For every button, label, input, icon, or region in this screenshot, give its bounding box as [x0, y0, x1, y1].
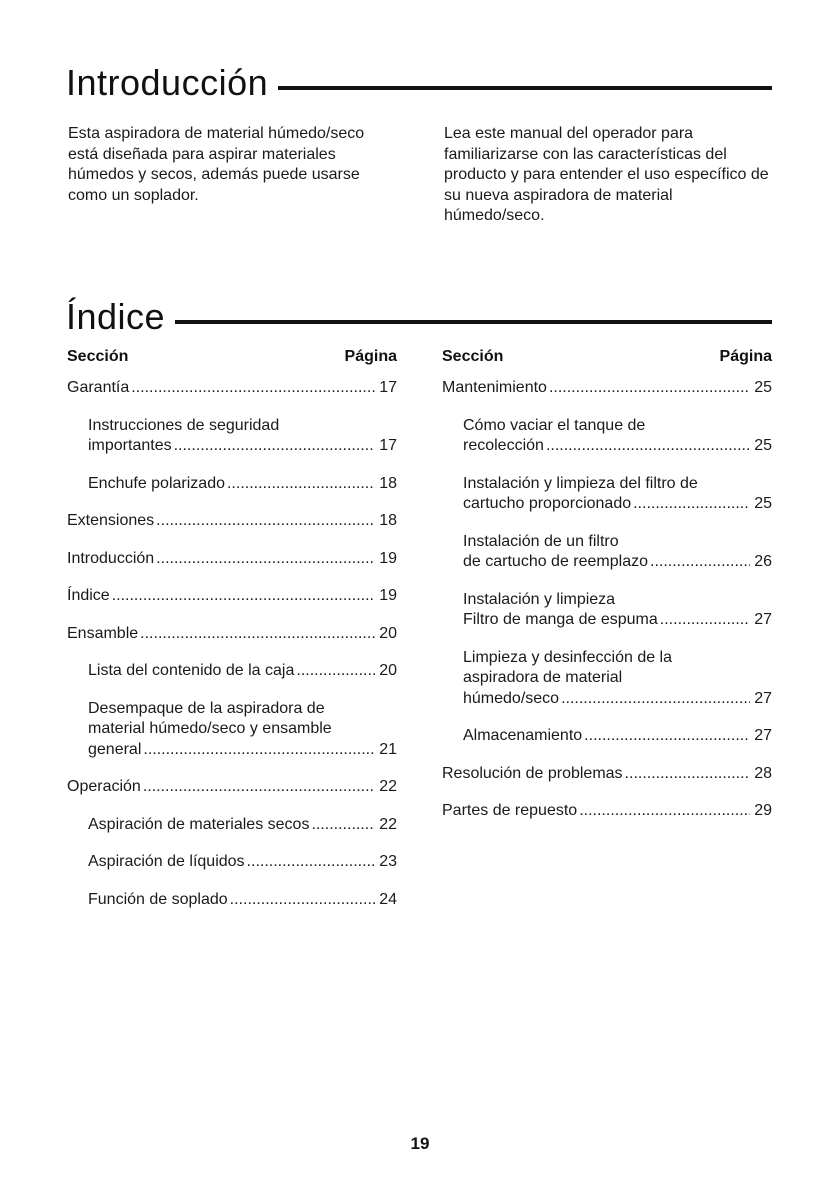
toc-entry-line: Cómo vaciar el tanque de [463, 416, 646, 434]
toc-leader-dots [546, 436, 750, 457]
toc-entry-line: Operación [67, 778, 141, 795]
toc-entry-title [463, 416, 772, 437]
page-number: 19 [410, 1134, 430, 1153]
toc-leader-dots [584, 726, 750, 747]
section-rule [278, 86, 772, 90]
toc-entry-line: Resolución de problemas [442, 764, 623, 782]
toc-entry [442, 726, 772, 747]
toc-page-number: 20 [379, 624, 397, 642]
toc-entry-line: Introducción [67, 549, 155, 567]
toc-page-number: 27 [754, 611, 772, 628]
toc-entry-line: Instalación de un filtro [463, 532, 619, 550]
toc-page-number: 17 [379, 379, 397, 396]
toc-leader-dots [230, 890, 375, 911]
toc-entry [442, 590, 772, 631]
toc-left-column [67, 348, 397, 927]
intro-right-paragraph: Lea este manual del operador para familiarizarse con las características del producto y para entender el uso específico de su nueva aspiradora de material húmedo/seco. [444, 125, 769, 224]
toc-page-number: 29 [754, 802, 772, 819]
toc-leader-dots [247, 852, 375, 873]
toc-entry-line: Instrucciones de seguridad [88, 416, 280, 434]
toc-page-number: 22 [379, 778, 397, 795]
toc-leader-dots [143, 740, 375, 761]
toc-leader-dots [311, 815, 375, 836]
toc-entry-line: Instalación y limpieza del filtro de [463, 474, 698, 492]
toc-entry [67, 815, 397, 836]
toc-entry-line: Instalación y limpieza [463, 590, 616, 608]
toc-entry-line: Extensiones [67, 512, 155, 529]
toc-entry-title [463, 532, 772, 553]
toc-header-page: Página [719, 348, 772, 365]
toc-page-number: 27 [754, 689, 772, 707]
toc-entry [67, 852, 397, 873]
toc-leader-dots [579, 801, 750, 822]
toc-entry [442, 416, 772, 457]
toc-leader-dots [296, 661, 375, 682]
toc-page-number: 25 [754, 437, 772, 454]
toc-column-header [67, 348, 397, 366]
toc-entry [67, 416, 397, 457]
toc-column-header [442, 348, 772, 366]
toc-entry-line: aspiradora de material [463, 669, 623, 686]
toc-leader-dots [131, 378, 375, 399]
toc-entry-line: Enchufe polarizado [88, 474, 225, 492]
toc-entry-line: material húmedo/seco y ensamble [88, 720, 332, 737]
toc-entry-line: Aspiración de materiales secos [88, 815, 310, 833]
toc-page-number: 26 [754, 553, 772, 570]
toc-entry [442, 378, 772, 399]
toc-entry-title [463, 590, 772, 611]
toc-page-number: 17 [379, 437, 397, 454]
toc-entry [442, 648, 772, 710]
toc-entry-line: Lista del contenido de la caja [88, 662, 295, 679]
toc-entry-title [88, 699, 397, 740]
toc-entry-title [463, 474, 772, 495]
toc-page-number: 28 [754, 764, 772, 782]
toc-leader-dots [140, 624, 375, 645]
toc-entry-line: Ensamble [67, 624, 139, 642]
toc-entry-line: recolección [463, 437, 544, 454]
toc-entry [67, 699, 397, 761]
toc-entry-line: Aspiración de líquidos [88, 853, 245, 870]
toc-leader-dots [227, 474, 375, 495]
toc-entry [67, 511, 397, 532]
toc-leader-dots [660, 610, 750, 631]
toc-header-page: Página [344, 348, 397, 365]
toc-entry-line: Desempaque de la aspiradora de [88, 699, 325, 717]
toc-page-number: 18 [379, 512, 397, 529]
toc-entry [67, 474, 397, 495]
toc-leader-dots [143, 777, 375, 798]
toc-page-number: 22 [379, 815, 397, 833]
toc-entry [67, 549, 397, 570]
toc-page-number: 18 [379, 474, 397, 492]
toc-entry-line: Índice [67, 587, 110, 604]
toc-entry-line: Limpieza y desinfección de la [463, 648, 673, 666]
toc-entry [442, 801, 772, 822]
toc-entry-line: general [88, 740, 142, 758]
toc-entry-line: Función de soplado [88, 890, 228, 908]
toc-page-number: 25 [754, 379, 772, 396]
toc-page-number: 20 [379, 662, 397, 679]
toc-entry [67, 378, 397, 399]
introduccion-title: Introducción [66, 62, 269, 103]
intro-left-paragraph: Esta aspiradora de material húmedo/seco está diseñada para aspirar materiales húmedos y secos, además puede usarse como un soplador. [68, 125, 365, 204]
toc-right-column [442, 348, 772, 839]
toc-page-number: 23 [379, 853, 397, 870]
toc-page-number: 27 [754, 727, 772, 744]
toc-entry-line: Almacenamiento [463, 727, 583, 744]
toc-header-section: Sección [67, 348, 129, 365]
toc-leader-dots [112, 586, 375, 607]
indice-header [66, 296, 772, 338]
toc-entry-line: Garantía [67, 379, 130, 396]
toc-page-number: 19 [379, 587, 397, 604]
toc-entry [67, 624, 397, 645]
toc-entry [67, 890, 397, 911]
toc-entry-line: Partes de repuesto [442, 802, 578, 819]
toc-header-section: Sección [442, 348, 504, 365]
toc-entry-line: Filtro de manga de espuma [463, 611, 658, 628]
toc-entry-line: cartucho proporcionado [463, 495, 632, 512]
toc-entry [67, 777, 397, 798]
toc-page-number: 19 [379, 549, 397, 567]
toc-leader-dots [549, 378, 750, 399]
toc-entry [442, 532, 772, 573]
toc-leader-dots [156, 511, 375, 532]
toc-leader-dots [156, 549, 375, 570]
toc-page-number: 21 [379, 740, 397, 758]
toc-entry-title [463, 648, 772, 689]
toc-page-number: 24 [379, 890, 397, 908]
toc-entry-line: Mantenimiento [442, 379, 547, 396]
toc-entry-line: de cartucho de reemplazo [463, 553, 648, 570]
toc-entry-line: húmedo/seco [463, 689, 560, 707]
toc-entry-line: importantes [88, 437, 172, 454]
toc-entry [442, 474, 772, 515]
toc-leader-dots [625, 764, 750, 785]
toc-leader-dots [650, 552, 750, 573]
toc-leader-dots [174, 436, 375, 457]
section-rule [175, 320, 772, 324]
toc-leader-dots [561, 689, 750, 710]
toc-entry [67, 586, 397, 607]
toc-entry-title [88, 416, 397, 437]
toc-entry [442, 764, 772, 785]
introduccion-header [66, 62, 772, 104]
toc-page-number: 25 [754, 495, 772, 512]
toc-leader-dots [633, 494, 750, 515]
indice-title: Índice [66, 296, 166, 337]
toc-entry [67, 661, 397, 682]
